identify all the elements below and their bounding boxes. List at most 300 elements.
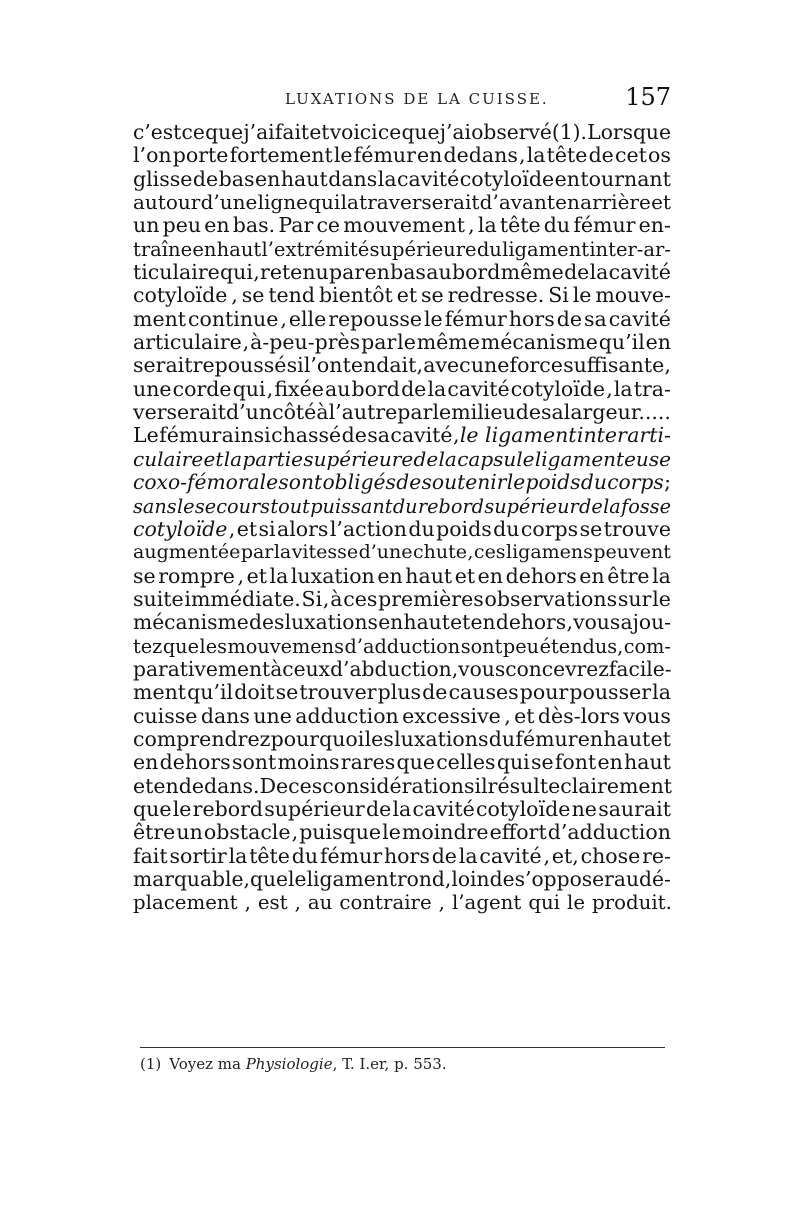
word: la (377, 166, 397, 191)
word: contraire (339, 891, 432, 915)
word: dans (200, 703, 250, 728)
text-line (133, 424, 671, 447)
word: obstacle (203, 820, 291, 845)
word: et (651, 190, 671, 215)
word: au (324, 376, 351, 401)
word: qui (232, 376, 266, 401)
word: cuisse (133, 703, 198, 728)
word: haut (280, 166, 328, 191)
word: le (382, 820, 401, 845)
word: largeur..... (563, 400, 671, 425)
word: tra- (633, 376, 671, 401)
word: immédiate. (184, 586, 301, 611)
word: d’avant (479, 190, 555, 215)
word: en (377, 563, 403, 588)
word: le (567, 891, 586, 915)
word: mouvement (343, 213, 465, 238)
word: d’une (200, 190, 258, 215)
text-line (133, 868, 671, 891)
word: ces (288, 773, 323, 798)
word: haut (403, 610, 450, 635)
word: en (378, 610, 404, 635)
word: sont (231, 750, 277, 775)
word: se (421, 283, 444, 308)
word: la (526, 143, 546, 168)
footnote-rule (140, 1047, 665, 1048)
word: la (273, 541, 292, 564)
word: rebord (192, 796, 263, 821)
word: observé(1). (471, 120, 587, 144)
word: , (237, 563, 244, 588)
word: luxations (394, 726, 489, 751)
word: verserait (133, 400, 226, 425)
word: fémur (444, 306, 507, 331)
text-line (133, 495, 671, 518)
word: il (474, 773, 488, 798)
word: corps (607, 470, 664, 495)
word: au (426, 260, 452, 285)
word: os (648, 143, 671, 168)
word: , (294, 891, 301, 915)
word: , (664, 353, 671, 378)
word: par (361, 330, 397, 355)
word: fémur (319, 843, 383, 868)
word: haut (405, 563, 453, 588)
word: qui (308, 190, 341, 215)
word: bord (351, 376, 400, 401)
word: sortir (169, 843, 227, 868)
word: en (417, 143, 443, 168)
word: la (223, 446, 243, 471)
word: hors (383, 843, 430, 868)
text-line (133, 845, 671, 868)
text-line (133, 658, 671, 681)
text-line (133, 354, 671, 377)
word: au (307, 891, 333, 915)
word: chute (412, 541, 467, 564)
word: de (564, 260, 590, 285)
word: du (580, 470, 607, 495)
word: ces (343, 586, 378, 611)
word: retenu (260, 260, 329, 285)
word: un (133, 213, 160, 238)
word: qui (528, 891, 560, 915)
word: tez (133, 634, 163, 658)
word: en (192, 237, 217, 261)
word: Si (548, 283, 569, 308)
word: au (613, 867, 639, 891)
word: placement (133, 891, 238, 915)
word: est (257, 891, 288, 915)
word: redresse. (447, 283, 545, 308)
word: une (470, 353, 510, 378)
word: dehors (505, 563, 577, 588)
word: du (493, 516, 520, 541)
word: l’autre (328, 400, 398, 425)
word: continue (188, 306, 279, 331)
word: ment (133, 306, 187, 331)
word: serait (133, 353, 193, 378)
word: du (408, 516, 435, 541)
word: ligamenteuse (534, 446, 671, 471)
word: et (454, 563, 476, 588)
word: secours (194, 494, 271, 518)
word: repousse (328, 306, 423, 331)
word: autour (133, 190, 201, 215)
word: chose (580, 843, 641, 868)
word: sa (541, 400, 564, 425)
word: de (556, 306, 582, 331)
word: haut (603, 726, 651, 751)
word: pousser (569, 680, 652, 705)
word: fixée (274, 376, 324, 401)
word: De (259, 773, 289, 798)
word: Lorsque (587, 120, 671, 144)
word: plus (377, 680, 422, 705)
word: la (228, 843, 248, 868)
word: en (133, 750, 159, 775)
word: en (597, 750, 623, 775)
word: dehors (495, 610, 567, 635)
word: , (244, 891, 251, 915)
word: arti- (627, 423, 671, 448)
word: , (467, 541, 474, 564)
text-line (133, 775, 671, 798)
word: étendus, (539, 634, 624, 658)
word: vous (458, 656, 506, 681)
word: tête (499, 213, 541, 238)
text-line (133, 751, 671, 774)
word: même (416, 330, 480, 355)
word: par (397, 400, 433, 425)
word: inter-ar- (589, 237, 671, 261)
word: mécanisme (133, 610, 249, 635)
word: l’on (133, 143, 172, 168)
word: l’agent (451, 891, 522, 915)
word: facile- (608, 656, 672, 681)
word: d’adduction (344, 634, 461, 658)
word: causes (448, 680, 519, 705)
text-line (133, 214, 671, 237)
word: se (579, 516, 603, 541)
word: la (652, 563, 671, 588)
word: ligne (257, 190, 308, 215)
word: se (133, 563, 156, 588)
word: du (476, 237, 502, 261)
word: ceux (282, 656, 331, 681)
text-line (133, 378, 671, 401)
word: le (333, 143, 353, 168)
word: , (322, 586, 330, 611)
word: , (438, 891, 445, 915)
word: j’ai (439, 120, 471, 144)
word: sont (278, 470, 323, 495)
word: vitesse (291, 541, 359, 564)
word: tête (546, 143, 588, 168)
word: du (392, 494, 418, 518)
word: ligament (306, 867, 397, 891)
word: dé- (639, 867, 671, 891)
word: parativement (133, 656, 271, 681)
word: rond (396, 867, 445, 891)
text-line (133, 728, 671, 751)
word: se (241, 283, 265, 308)
word: peuvent (593, 541, 671, 564)
word: et (396, 283, 418, 308)
word: et, (551, 843, 579, 868)
word: par (240, 541, 274, 564)
word: soutenir (421, 470, 507, 495)
word: ces (473, 541, 506, 564)
word: de (579, 494, 603, 518)
word: poids (436, 516, 492, 541)
word: la (458, 843, 478, 868)
word: , (451, 656, 459, 681)
word: si (286, 353, 304, 378)
word: même (500, 260, 564, 285)
word: cotyloïde (510, 376, 606, 401)
word: puissant (310, 494, 393, 518)
word: cavité (479, 843, 542, 868)
text-line (133, 448, 671, 471)
word: bas (218, 166, 255, 191)
word: la (269, 563, 289, 588)
text-line (133, 588, 671, 611)
word: de (192, 166, 219, 191)
word: fémur (353, 143, 416, 168)
word: la (392, 796, 412, 821)
word: fémur (515, 726, 578, 751)
word: le (506, 470, 526, 495)
word: supérieure (303, 446, 414, 471)
text-line (133, 191, 671, 214)
word: la (438, 446, 457, 471)
word: , (291, 820, 299, 845)
word: d’adduction (547, 820, 671, 845)
word: à (330, 586, 343, 611)
text-line (133, 518, 671, 541)
word: , (280, 306, 287, 331)
footnote-marker: (1) (140, 1055, 162, 1073)
word: coxo-fémorale (133, 470, 279, 495)
word: l’on (303, 353, 343, 378)
word: re- (642, 843, 671, 868)
word: côté (272, 400, 317, 425)
word: peu (162, 213, 202, 238)
footnote-text-after: , T. I.er, p. 553. (332, 1055, 447, 1073)
word: capsule (457, 446, 535, 471)
word: en- (638, 213, 671, 238)
word: corde (172, 376, 232, 401)
word: qui (496, 750, 530, 775)
word: concevrez (505, 656, 609, 681)
word: suite (133, 586, 184, 611)
word: en (554, 166, 580, 191)
word: doit (234, 680, 275, 705)
word: la (340, 190, 359, 215)
word: traîne (133, 237, 193, 261)
word: alors (276, 516, 329, 541)
word: ticulaire (133, 260, 220, 285)
word: une (253, 703, 292, 728)
word: et (309, 120, 330, 144)
word: le (652, 586, 671, 611)
word: sa (583, 306, 607, 331)
word: le (572, 283, 592, 308)
word: loin (451, 867, 490, 891)
word: et (236, 516, 258, 541)
word: bientôt (318, 283, 393, 308)
word: ce (377, 120, 402, 144)
word: l’extrémité (261, 237, 370, 261)
word: et (246, 563, 267, 588)
word: poids (525, 470, 581, 495)
word: fait (274, 120, 310, 144)
word: en (555, 190, 580, 215)
word: en (204, 213, 230, 238)
word: s’opposer (514, 867, 614, 891)
word: produit. (592, 891, 672, 915)
word: ment (133, 680, 187, 705)
word: et (514, 703, 535, 728)
word: bas. (232, 213, 276, 238)
word: de (489, 867, 515, 891)
word: Par (278, 213, 314, 238)
word: tend (268, 283, 316, 308)
word: glisse (133, 166, 193, 191)
word: de (413, 446, 439, 471)
text-line (133, 471, 671, 494)
word: la (652, 680, 671, 705)
word: comprendrez (133, 726, 271, 751)
word: en (477, 563, 504, 588)
word: sur (617, 586, 652, 611)
word: d’une (358, 541, 413, 564)
word: si (258, 516, 276, 541)
word: supérieur (484, 494, 579, 518)
word: dedans (443, 143, 518, 168)
word: voici (329, 120, 378, 144)
word: dès-lors (537, 703, 620, 728)
word: , (519, 143, 526, 168)
word: que (396, 750, 435, 775)
word: milieu (451, 400, 516, 425)
word: de (401, 376, 427, 401)
footnote (140, 1055, 447, 1073)
word: la (427, 376, 447, 401)
word: l’action (329, 516, 407, 541)
word: clairement (560, 773, 673, 798)
text-line (133, 238, 671, 261)
word: traverserait (359, 190, 480, 215)
word: tête (249, 843, 290, 868)
footnote-text-before: Voyez ma (169, 1055, 241, 1073)
word: du (291, 843, 319, 868)
word: rompre (158, 563, 235, 588)
word: sans (133, 494, 177, 518)
word: , (504, 703, 511, 728)
word: peu (502, 634, 540, 658)
word: ligament (502, 237, 590, 261)
word: considérations (322, 773, 475, 798)
word: être (607, 563, 650, 588)
text-line (133, 541, 671, 564)
word: à-peu-près (250, 330, 361, 355)
word: de (431, 843, 457, 868)
word: fait (133, 843, 168, 868)
text-line (133, 681, 671, 704)
text-line (133, 308, 671, 331)
word: et (133, 773, 154, 798)
word: , (444, 867, 452, 891)
word: tendait (342, 353, 417, 378)
word: en (645, 330, 671, 355)
word: le (397, 330, 416, 355)
word: en (470, 610, 496, 635)
word: moindre (401, 820, 489, 845)
word: ajou- (620, 610, 671, 635)
word: fortement (229, 143, 333, 168)
word: des (249, 610, 285, 635)
word: pourquoi (270, 726, 365, 751)
word: trouve (603, 516, 671, 541)
word: ne (571, 796, 597, 821)
word: de (588, 143, 614, 168)
word: en (255, 166, 281, 191)
text-line (133, 635, 671, 658)
word: à (270, 656, 283, 681)
word: une (133, 376, 172, 401)
word: cet (614, 143, 647, 168)
word: avec (423, 353, 471, 378)
word: premières (378, 586, 484, 611)
word: un (176, 820, 203, 845)
word: qui (220, 260, 253, 285)
word: suffisante (563, 353, 665, 378)
word: en (153, 773, 179, 798)
word: d’un (226, 400, 273, 425)
word: saurait (598, 796, 671, 821)
word: , (468, 213, 475, 238)
word: le (432, 400, 452, 425)
word: le (424, 306, 443, 331)
word: rares (340, 750, 396, 775)
page-header (133, 83, 671, 120)
word: obligés (322, 470, 396, 495)
word: augmentée (133, 541, 241, 564)
word: fosse (621, 494, 671, 518)
word: moins (277, 750, 340, 775)
word: ce (316, 213, 341, 238)
word: qu’il (598, 330, 645, 355)
word: de (341, 423, 367, 448)
word: que (133, 796, 172, 821)
word: se (275, 680, 299, 705)
word: adduction (295, 703, 399, 728)
text-line (133, 261, 671, 284)
word: que (162, 634, 199, 658)
word: vous (573, 610, 621, 635)
word: cavité (447, 376, 510, 401)
word: , (416, 353, 424, 378)
word: que (401, 120, 440, 144)
word: font (554, 750, 597, 775)
body-text (133, 121, 671, 915)
word: tout (270, 494, 310, 518)
word: le (177, 494, 195, 518)
word: j’ai (243, 120, 275, 144)
word: corps (520, 516, 579, 541)
